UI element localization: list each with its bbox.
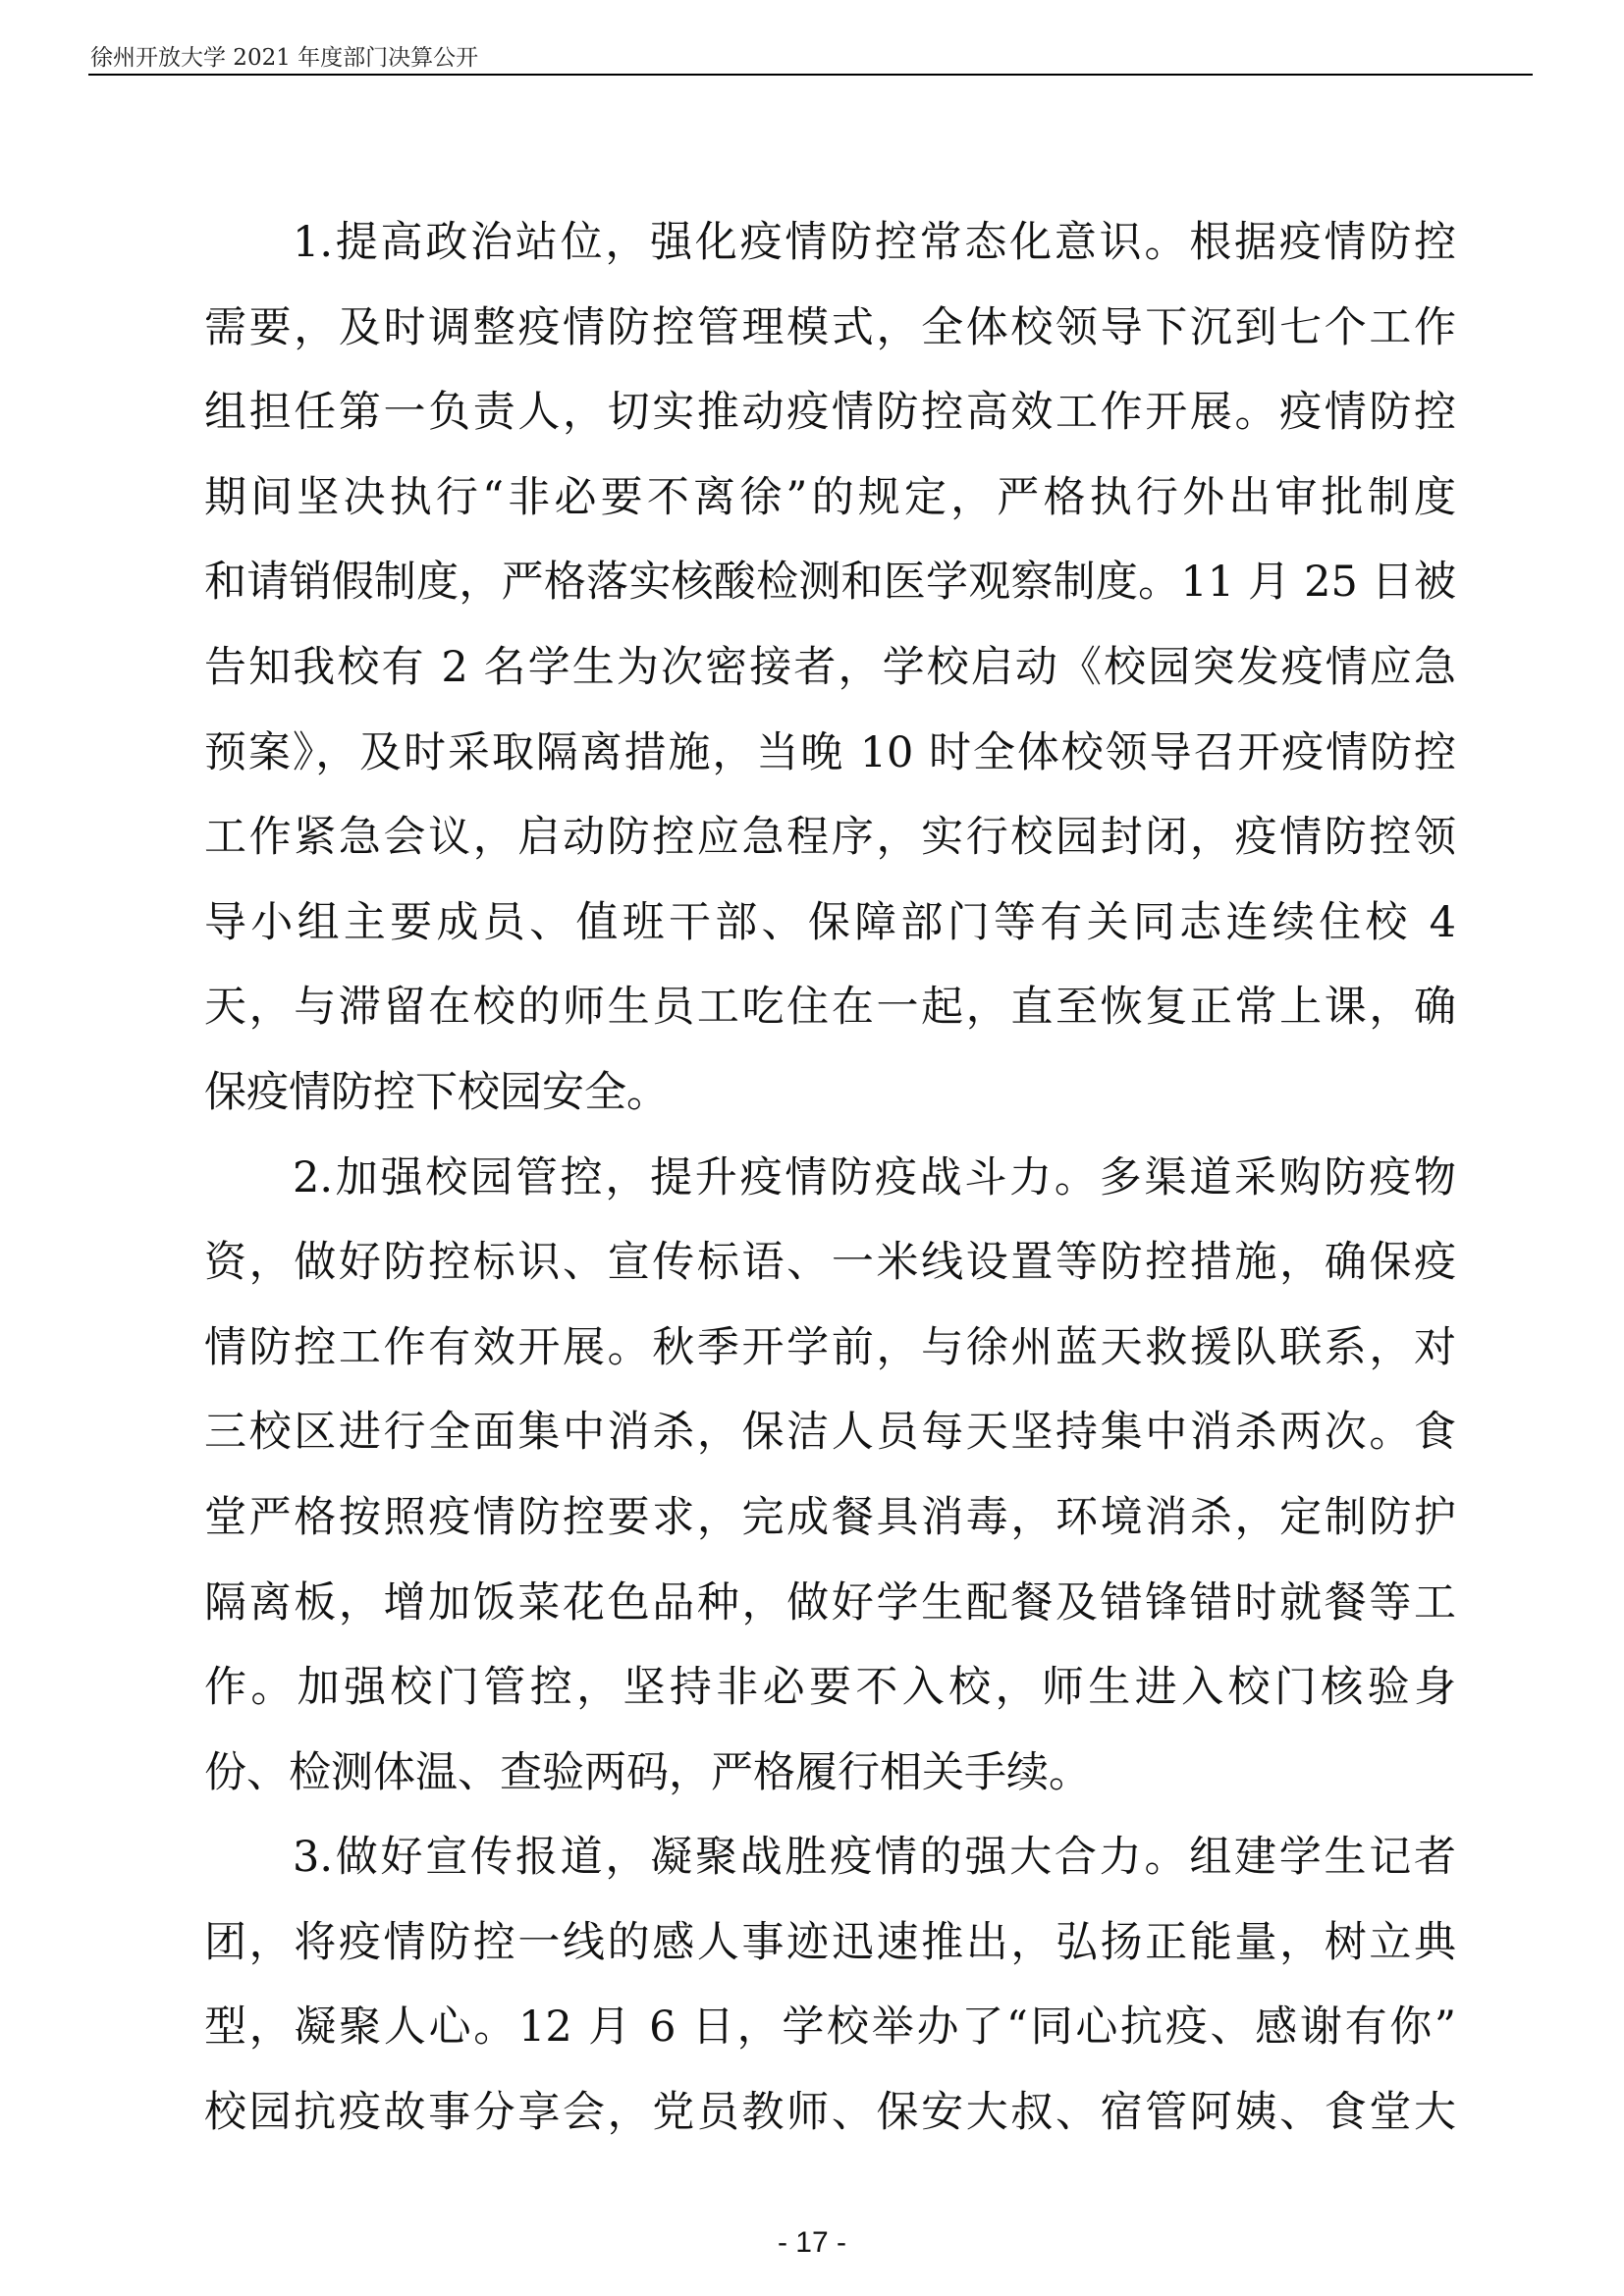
text-line: 工作紧急会议，启动防控应急程序，实行校园封闭，疫情防控领 (204, 813, 1456, 863)
paragraph-1 (204, 200, 1456, 1136)
paragraph-2 (204, 1136, 1456, 1816)
text-line: 预案》，及时采取隔离措施，当晚 10 时全体校领导召开疫情防控 (204, 727, 1456, 777)
running-header: 徐州开放大学 2021 年度部门决算公开 (90, 45, 479, 71)
text-line: 和请销假制度，严格落实核酸检测和医学观察制度。11 月 25 日被 (204, 558, 1456, 608)
text-line: 天，与滞留在校的师生员工吃住在一起，直至恢复正常上课，确 (204, 983, 1456, 1033)
text-line: 三校区进行全面集中消杀，保洁人员每天坚持集中消杀两次。食 (204, 1408, 1456, 1458)
text-line: 校园抗疫故事分享会，党员教师、保安大叔、宿管阿姨、食堂大 (204, 2088, 1456, 2138)
page-number: - 17 - (777, 2226, 847, 2259)
text-line: 情防控工作有效开展。秋季开学前，与徐州蓝天救援队联系，对 (204, 1322, 1456, 1372)
header-divider (88, 74, 1533, 76)
text-line: 导小组主要成员、值班干部、保障部门等有关同志连续住校 4 (204, 897, 1456, 947)
text-line: 保疫情防控下校园安全。 (204, 1067, 669, 1117)
text-line: 作。加强校门管控，坚持非必要不入校，师生进入校门核验身 (204, 1663, 1456, 1713)
text-line: 需要，及时调整疫情防控管理模式，全体校领导下沉到七个工作 (204, 302, 1456, 352)
text-line: 1.提高政治站位，强化疫情防控常态化意识。根据疫情防控 (293, 218, 1456, 267)
text-line: 告知我校有 2 名学生为次密接者，学校启动《校园突发疫情应急 (204, 642, 1456, 692)
text-line: 资，做好防控标识、宣传标语、一米线设置等防控措施，确保疫 (204, 1238, 1456, 1288)
text-line: 份、检测体温、查验两码，严格履行相关手续。 (204, 1747, 1091, 1797)
text-line: 型，凝聚人心。12 月 6 日，学校举办了“同心抗疫、感谢有你” (204, 2002, 1456, 2053)
paragraph-3 (204, 1815, 1456, 2155)
text-line: 期间坚决执行“非必要不离徐”的规定，严格执行外出审批制度 (204, 472, 1456, 522)
text-line: 团，将疫情防控一线的感人事迹迅速推出，弘扬正能量，树立典 (204, 1917, 1456, 1967)
text-line: 2.加强校园管控，提升疫情防疫战斗力。多渠道采购防疫物 (293, 1152, 1456, 1202)
text-line: 堂严格按照疫情防控要求，完成餐具消毒，环境消杀，定制防护 (204, 1492, 1456, 1542)
body-text (204, 200, 1456, 2156)
text-line: 组担任第一负责人，切实推动疫情防控高效工作开展。疫情防控 (204, 388, 1456, 438)
text-line: 3.做好宣传报道，凝聚战胜疫情的强大合力。组建学生记者 (293, 1833, 1456, 1883)
text-line: 隔离板，增加饭菜花色品种，做好学生配餐及错锋错时就餐等工 (204, 1577, 1456, 1628)
